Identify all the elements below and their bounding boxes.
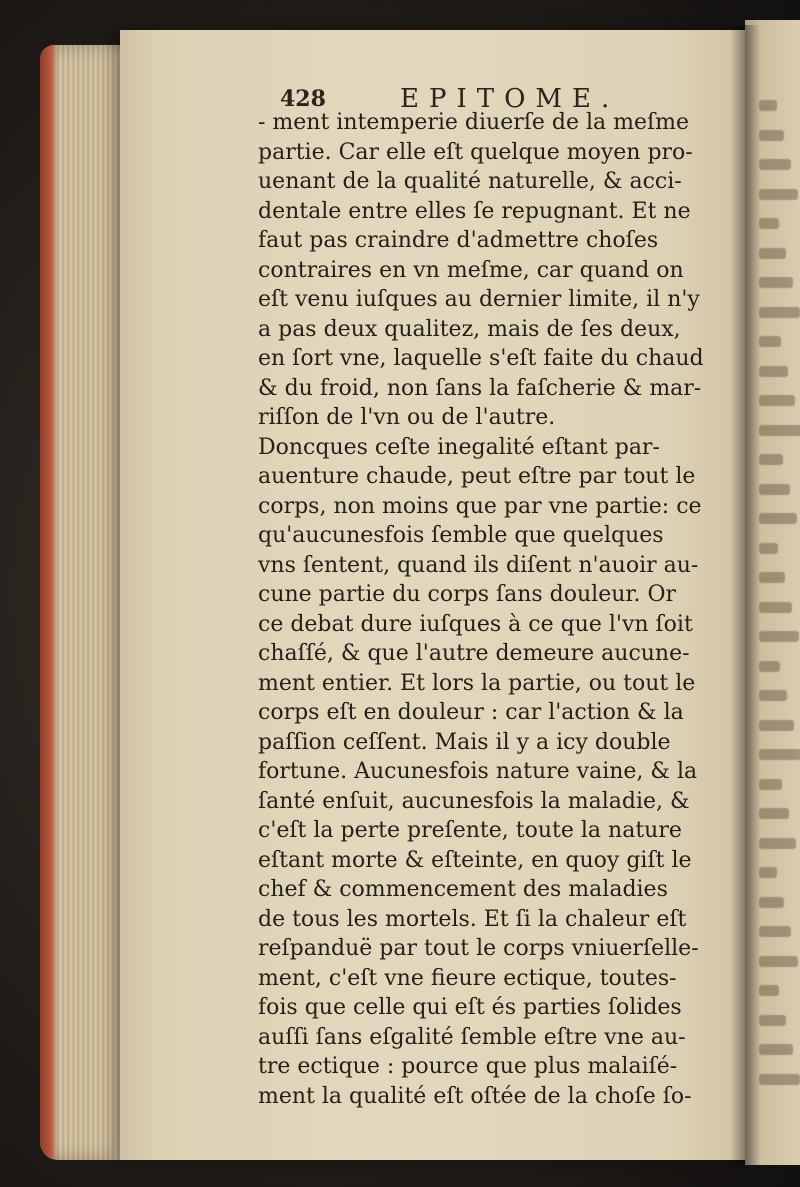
text-line: & du froid, non ſans la faſcherie & mar-: [258, 375, 702, 401]
facing-text-fragment: [759, 307, 800, 318]
facing-text-fragment: [759, 808, 789, 819]
text-line: c'eſt la perte preſente, toute la nature: [258, 818, 682, 843]
running-head: EPITOME.: [400, 84, 620, 114]
facing-text-fragment: [759, 218, 779, 229]
facing-text-fragment: [759, 159, 791, 170]
text-line: riſſon de l'vn ou de l'autre.: [258, 405, 556, 430]
text-line: de tous les mortels. Et ſi la chaleur eſt: [258, 906, 687, 932]
text-line: auenture chaude, peut eſtre par tout le: [258, 464, 696, 489]
facing-text-fragment: [759, 631, 799, 642]
facing-text-fragment: [759, 1044, 793, 1055]
facing-text-fragment: [759, 277, 793, 288]
facing-text-fragment: [759, 897, 784, 908]
facing-text-fragment: [759, 779, 782, 790]
text-line: contraires en vn meſme, car quand on: [258, 257, 684, 283]
text-line: chef & commencement des maladies: [258, 877, 668, 902]
facing-text-fragment: [759, 1074, 800, 1085]
facing-text-fragment: [759, 985, 779, 996]
facing-text-fragment: [759, 425, 800, 436]
facing-text-fragment: [759, 248, 786, 259]
text-line: a pas deux qualitez, mais de ſes deux,: [258, 316, 681, 342]
facing-text-fragment: [759, 572, 785, 583]
text-line: Doncques ceſte inegalité eſtant par-: [258, 434, 660, 460]
text-line: fois que celle qui eſt és parties ſolides: [258, 995, 682, 1020]
text-line: ce debat dure iuſques à ce que l'vn ſoit: [258, 611, 693, 637]
facing-text-fragment: [759, 189, 798, 200]
page-number: 428: [280, 86, 326, 112]
text-line: faut pas craindre d'admettre choſes: [258, 228, 659, 253]
facing-text-fragment: [759, 513, 797, 524]
text-line: ment la qualité eſt oſtée de la choſe ſo-: [258, 1083, 692, 1109]
facing-text-fragment: [759, 366, 788, 377]
facing-text-fragment: [759, 395, 795, 406]
text-line: dentale entre elles ſe repugnant. Et ne: [258, 198, 691, 224]
body-text: [258, 108, 728, 1111]
facing-text-fragment: [759, 602, 792, 613]
facing-text-fragment: [759, 130, 784, 141]
facing-text-fragment: [759, 661, 780, 672]
facing-text-fragment: [759, 454, 783, 465]
text-line: en ſort vne, laquelle s'eſt faite du chaud: [258, 346, 704, 371]
facing-text-fragment: [759, 838, 796, 849]
facing-text-fragment: [759, 956, 798, 967]
facing-text-fragment: [759, 336, 781, 347]
facing-text-fragment: [759, 749, 800, 760]
text-line: qu'aucunesfois ſemble que quelques: [258, 523, 664, 548]
facing-text-fragment: [759, 720, 794, 731]
text-line: ment entier. Et lors la partie, ou tout le: [258, 670, 696, 696]
text-line: cune partie du corps ſans douleur. Or: [258, 582, 677, 607]
facing-text-fragment: [759, 867, 777, 878]
text-line: eſt venu iuſques au dernier limite, il n'y: [258, 287, 700, 312]
facing-text-fragment: [759, 100, 777, 111]
text-line: corps eſt en douleur : car l'action & la: [258, 700, 684, 725]
text-line: vns ſentent, quand ils diſent n'auoir au-: [258, 552, 699, 578]
text-line: reſpanduë par tout le corps vniuerſelle-: [258, 936, 699, 961]
text-line: tre ectique : pource que plus malaiſé-: [258, 1054, 678, 1079]
text-line: uenant de la qualité naturelle, & acci-: [258, 169, 682, 194]
text-line: eſtant morte & eſteinte, en quoy giſt le: [258, 847, 692, 873]
text-line: corps, non moins que par vne partie: ce: [258, 493, 702, 519]
facing-text-fragment: [759, 543, 778, 554]
facing-text-fragment: [759, 1015, 786, 1026]
gutter-shadow: [730, 25, 760, 1165]
text-line: partie. Car elle eſt quelque moyen pro-: [258, 139, 693, 165]
text-line: auſſi ſans eſgalité ſemble eſtre vne au-: [258, 1024, 686, 1050]
text-line: - ment intemperie diuerſe de la meſme: [258, 110, 690, 135]
text-line: ſanté enſuit, aucunesfois la maladie, &: [258, 788, 690, 814]
text-line: fortune. Aucunesfois nature vaine, & la: [258, 759, 698, 784]
text-line: chaſſé, & que l'autre demeure aucune-: [258, 641, 690, 666]
facing-text-fragment: [759, 690, 787, 701]
text-line: paſſion ceſſent. Mais il y a icy double: [258, 729, 671, 755]
facing-text-fragment: [759, 484, 790, 495]
facing-text-fragment: [759, 926, 791, 937]
text-line: ment, c'eſt vne fieure ectique, toutes-: [258, 965, 677, 991]
